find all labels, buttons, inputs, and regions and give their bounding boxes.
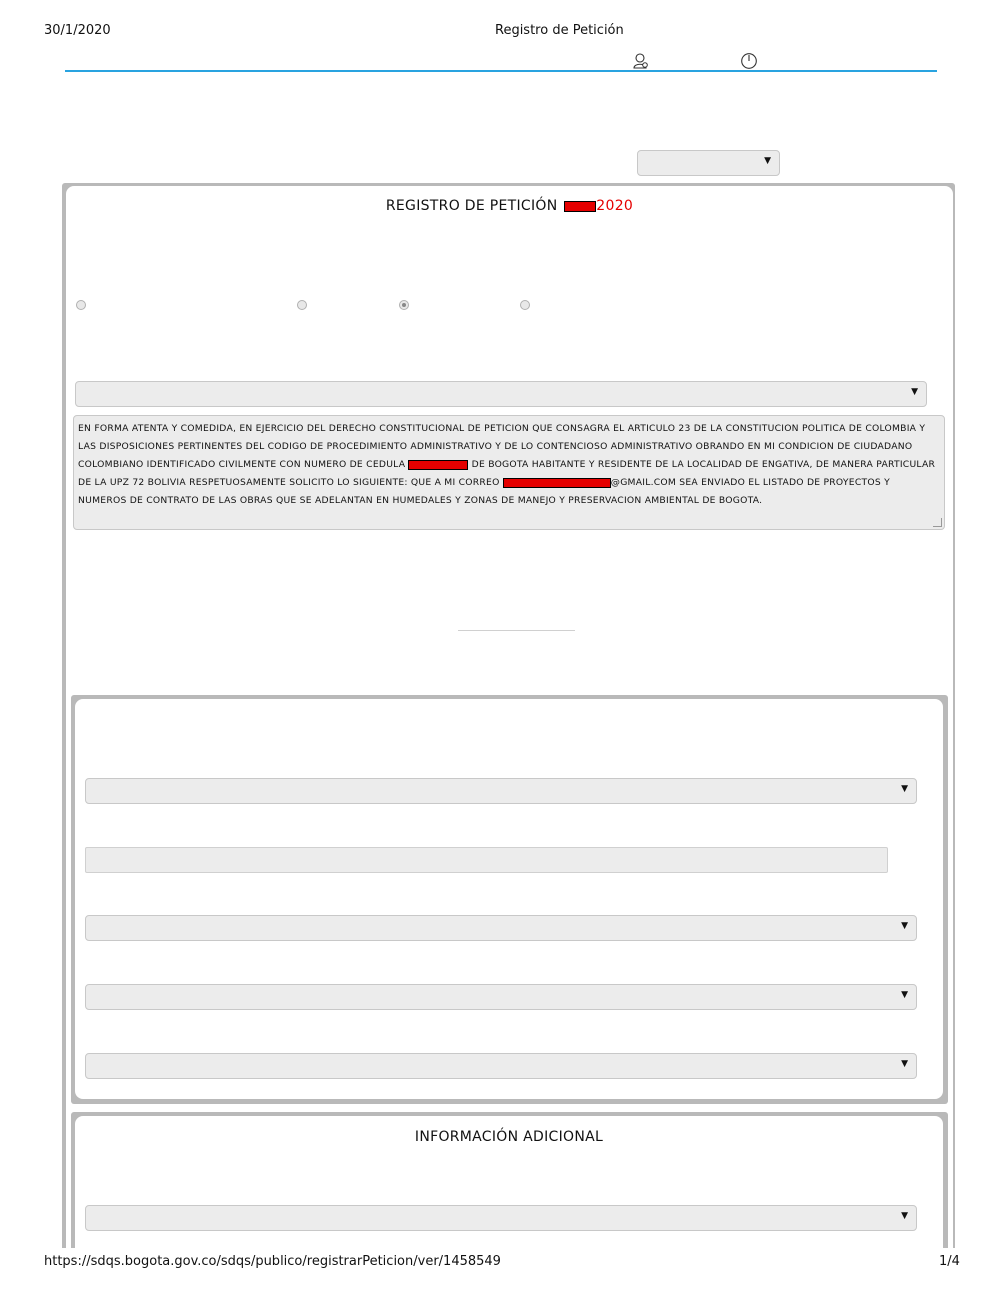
section-select-1[interactable] (85, 778, 917, 804)
section-select-3[interactable] (85, 984, 917, 1010)
petition-type-select[interactable] (75, 381, 927, 407)
print-page-title: Registro de Petición (495, 23, 624, 38)
chevron-down-icon: ▼ (901, 1211, 908, 1221)
section-select-4[interactable] (85, 1053, 917, 1079)
print-date: 30/1/2020 (44, 23, 111, 38)
petition-text-1: EN FORMA ATENTA Y COMEDIDA, EN EJERCICIO DEL DERECHO CONSTITUCIONAL DE PETICION QUE CONSAGRA EL ARTICULO 23 DE LA CONSTITUCION POLITICA DE COLOMBIA Y LAS DISPOSICIONES PERTINENTES DEL CODIGO DE PROCEDIMIENTO ADMINISTRATIVO Y DE LO CONTENCIOSO ADMINISTRATIVO OBRANDO EN MI CONDICION DE CIUDADANO COLOMBIANO IDENTIFICADO CIVILMENTE CON NUMERO DE CEDULA (78, 423, 926, 470)
additional-select-1[interactable] (85, 1205, 917, 1231)
radio-option-1[interactable] (76, 300, 86, 310)
top-select[interactable] (637, 150, 780, 176)
chevron-down-icon: ▼ (901, 921, 908, 931)
petition-textarea[interactable] (73, 415, 945, 530)
chevron-down-icon: ▼ (901, 784, 908, 794)
divider (458, 630, 575, 631)
radio-option-4[interactable] (520, 300, 530, 310)
header-divider (65, 70, 937, 72)
radio-option-3[interactable] (399, 300, 409, 310)
resize-handle[interactable] (933, 518, 942, 527)
redaction-mark (503, 478, 611, 488)
additional-title: INFORMACIÓN ADICIONAL (414, 1129, 604, 1145)
petition-text-2: DE BOGOTA HABITANTE Y RESIDENTE DE LA LOCALIDAD DE ENGATIVA, DE MANERA PARTICULAR DE LA UPZ 72 BOLIVIA RESPETUOSAMENTE SOLICITO LO SIGUIENTE: QUE A MI CORREO (78, 459, 936, 488)
petition-text-3: @GMAIL.COM SEA ENVIADO EL LISTADO DE PROYECTOS Y NUMEROS DE CONTRATO DE LAS OBRAS QUE SE ADELANTAN EN HUMEDALES Y ZONAS DE MANEJO Y PRESERVACION AMBIENTAL DE BOGOTA. (78, 477, 890, 506)
form-title (66, 198, 953, 214)
form-title-text: REGISTRO DE PETICIÓN (385, 198, 558, 214)
radio-option-2[interactable] (297, 300, 307, 310)
print-url: https://sdqs.bogota.gov.co/sdqs/publico/registrarPeticion/ver/1458549 (44, 1254, 501, 1269)
address-input[interactable] (85, 847, 888, 873)
redaction-mark (564, 201, 596, 212)
section-select-2[interactable] (85, 915, 917, 941)
chevron-down-icon: ▼ (901, 990, 908, 1000)
chevron-down-icon: ▼ (764, 156, 771, 166)
form-title-year: 2020 (596, 198, 634, 214)
location-section (75, 699, 943, 1099)
print-page-number: 1/4 (939, 1254, 960, 1269)
chevron-down-icon: ▼ (901, 1059, 908, 1069)
redaction-mark (408, 460, 468, 470)
chevron-down-icon: ▼ (911, 387, 918, 397)
